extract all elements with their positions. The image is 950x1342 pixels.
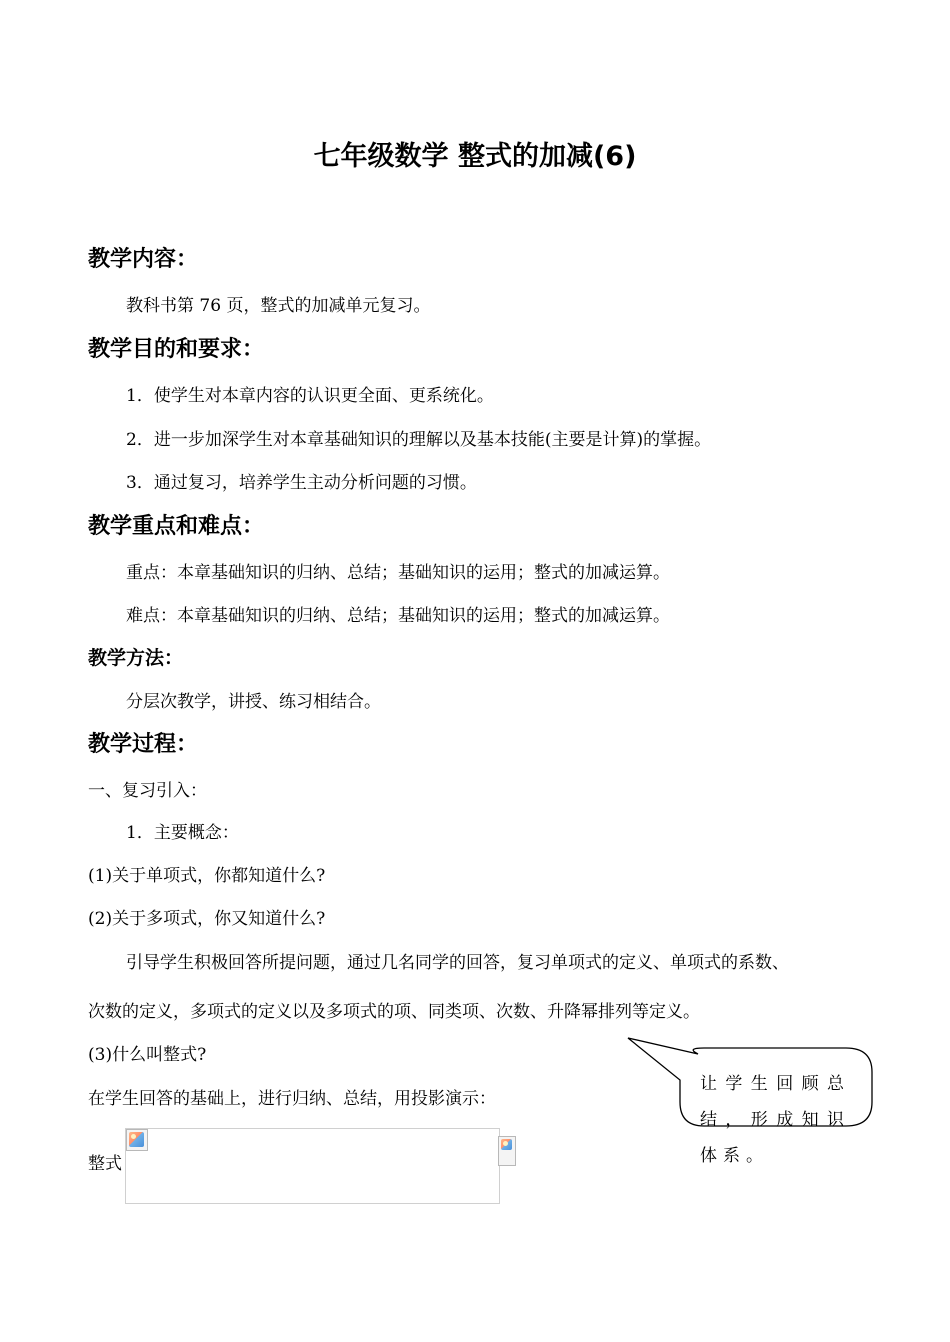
key-point: 重点：本章基础知识的归纳、总结；基础知识的运用；整式的加减运算。 [126,563,670,583]
question-3: (3)什么叫整式? [88,1045,207,1065]
broken-image-icon [126,1129,148,1151]
method-heading: 教学方法： [88,647,184,669]
content-heading: 教学内容： [88,247,199,272]
goal-item-2: 2．进一步加深学生对本章基础知识的理解以及基本技能(主要是计算)的掌握。 [126,430,712,450]
guide-line-1: 引导学生积极回答所提问题，通过几名同学的回答，复习单项式的定义、单项式的系数、 [126,953,789,973]
process-heading: 教学过程： [88,732,199,757]
document-title: 七年级数学 整式的加减(6) [313,141,637,172]
difficult-point: 难点：本章基础知识的归纳、总结；基础知识的运用；整式的加减运算。 [126,606,670,626]
diagram-image-frame [125,1128,500,1204]
goals-heading: 教学目的和要求： [88,337,265,362]
key-heading: 教学重点和难点： [88,514,265,539]
callout-text: 让学生回顾总结，形成知识体系。 [700,1074,850,1166]
method-text: 分层次教学，讲授、练习相结合。 [126,692,381,712]
content-text: 教科书第 76 页，整式的加减单元复习。 [126,296,431,316]
question-1: (1)关于单项式，你都知道什么? [88,866,326,886]
zhengshi-label: 整式 [88,1154,122,1174]
question-2: (2)关于多项式，你又知道什么? [88,909,326,929]
process-item1: 1．主要概念： [126,823,239,843]
guide-line-2: 次数的定义，多项式的定义以及多项式的项、同类项、次数、升降幂排列等定义。 [88,1002,700,1022]
goal-item-3: 3．通过复习，培养学生主动分析问题的习惯。 [126,473,477,493]
process-part1: 一、复习引入： [88,781,207,801]
broken-image-icon [498,1136,516,1166]
summary-text: 在学生回答的基础上，进行归纳、总结，用投影演示： [88,1089,496,1109]
goal-item-1: 1．使学生对本章内容的认识更全面、更系统化。 [126,386,494,406]
